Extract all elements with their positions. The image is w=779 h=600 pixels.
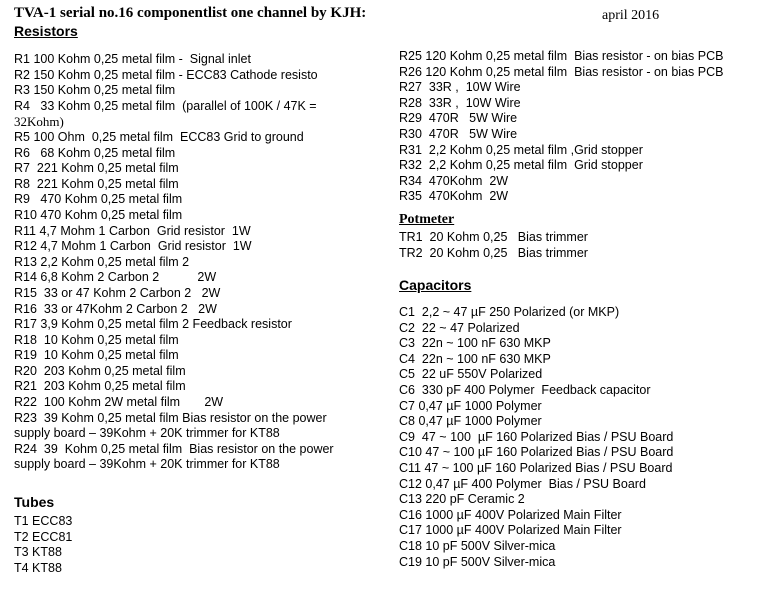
list-item: R31 2,2 Kohm 0,25 metal film ,Grid stopper: [399, 142, 643, 157]
list-item: C5 22 uF 550V Polarized: [399, 367, 543, 382]
list-item: R10 470 Kohm 0,25 metal film: [14, 207, 183, 222]
list-item: R23 39 Kohm 0,25 metal film Bias resistor on the power: [14, 410, 327, 425]
list-item: R3 150 Kohm 0,25 metal film: [14, 83, 176, 98]
list-item: C16 1000 µF 400V Polarized Main Filter: [399, 507, 622, 522]
list-item: R28 33R , 10W Wire: [399, 95, 521, 110]
list-item: C19 10 pF 500V Silver-mica: [399, 554, 556, 569]
list-item: T2 ECC81: [14, 529, 73, 544]
list-item: R21 203 Kohm 0,25 metal film: [14, 379, 186, 394]
capacitors-heading: Capacitors: [399, 277, 472, 293]
list-item: R22 100 Kohm 2W metal film 2W: [14, 395, 224, 410]
list-item: C2 22 ~ 47 Polarized: [399, 320, 520, 335]
list-item: R8 221 Kohm 0,25 metal film: [14, 176, 179, 191]
list-item: R4 33 Kohm 0,25 metal film (parallel of 100K / 47K =: [14, 98, 317, 113]
document-date: april 2016: [602, 8, 660, 23]
list-item: R25 120 Kohm 0,25 metal film Bias resistor - on bias PCB: [399, 49, 724, 63]
document-title: TVA-1 serial no.16 componentlist one channel by KJH:: [14, 5, 367, 21]
list-item: C1 2,2 ~ 47 µF 250 Polarized (or MKP): [399, 305, 620, 319]
list-item: C3 22n ~ 100 nF 630 MKP: [399, 336, 551, 351]
resistors-heading: Resistors: [14, 23, 78, 39]
list-item: R20 203 Kohm 0,25 metal film: [14, 363, 186, 378]
potmeter-list: [399, 230, 588, 261]
list-item: C12 0,47 µF 400 Polymer Bias / PSU Board: [399, 476, 646, 491]
list-item: C10 47 ~ 100 µF 160 Polarized Bias / PSU Board: [399, 445, 674, 460]
potmeter-heading: Potmeter: [399, 212, 455, 227]
list-item: R32 2,2 Kohm 0,25 metal film Grid stopper: [399, 158, 643, 173]
list-item: R15 33 or 47 Kohm 2 Carbon 2 2W: [14, 285, 221, 300]
list-item: T1 ECC83: [14, 514, 73, 528]
tubes-heading: Tubes: [14, 494, 55, 510]
list-item: R26 120 Kohm 0,25 metal film Bias resistor - on bias PCB: [399, 64, 724, 79]
list-item: R2 150 Kohm 0,25 metal film - ECC83 Cathode resisto: [14, 67, 318, 82]
list-item: R5 100 Ohm 0,25 metal film ECC83 Grid to ground: [14, 129, 304, 144]
list-item: R29 470R 5W Wire: [399, 111, 518, 126]
list-item: R7 221 Kohm 0,25 metal film: [14, 161, 179, 176]
list-item: C17 1000 µF 400V Polarized Main Filter: [399, 523, 622, 538]
resistor-list-left: [14, 52, 334, 473]
list-item: R1 100 Kohm 0,25 metal film - Signal inlet: [14, 52, 251, 66]
list-item: R24 39 Kohm 0,25 metal film Bias resistor on the power: [14, 441, 334, 456]
list-item: R14 6,8 Kohm 2 Carbon 2 2W: [14, 270, 217, 285]
list-item: R30 470R 5W Wire: [399, 126, 518, 141]
list-item: R27 33R , 10W Wire: [399, 80, 521, 95]
list-item: R13 2,2 Kohm 0,25 metal film 2: [14, 254, 190, 269]
list-item: R17 3,9 Kohm 0,25 metal film 2 Feedback resistor: [14, 317, 292, 332]
resistor-list-right: [399, 49, 723, 205]
list-item: R11 4,7 Mohm 1 Carbon Grid resistor 1W: [14, 223, 251, 238]
list-item: supply board – 39Kohm + 20K trimmer for KT88: [14, 457, 280, 472]
tube-list: [14, 514, 72, 576]
list-item: C13 220 pF Ceramic 2: [399, 492, 525, 507]
list-item: R16 33 or 47Kohm 2 Carbon 2 2W: [14, 301, 217, 316]
list-item: R12 4,7 Mohm 1 Carbon Grid resistor 1W: [14, 239, 252, 254]
list-item: C18 10 pF 500V Silver-mica: [399, 538, 556, 553]
list-item: R18 10 Kohm 0,25 metal film: [14, 332, 179, 347]
list-item: C9 47 ~ 100 µF 160 Polarized Bias / PSU Board: [399, 429, 674, 444]
list-item: R9 470 Kohm 0,25 metal film: [14, 192, 183, 207]
list-item: R19 10 Kohm 0,25 metal film: [14, 348, 179, 363]
list-item: T4 KT88: [14, 560, 62, 575]
list-item: C4 22n ~ 100 nF 630 MKP: [399, 351, 551, 366]
list-item: T3 KT88: [14, 545, 62, 560]
list-item: C6 330 pF 400 Polymer Feedback capacitor: [399, 382, 651, 397]
list-item: C8 0,47 µF 1000 Polymer: [399, 414, 542, 429]
list-item: C11 47 ~ 100 µF 160 Polarized Bias / PSU Board: [399, 460, 673, 475]
list-item: TR2 20 Kohm 0,25 Bias trimmer: [399, 245, 588, 260]
list-item: R6 68 Kohm 0,25 metal film: [14, 145, 176, 160]
list-item: TR1 20 Kohm 0,25 Bias trimmer: [399, 230, 588, 244]
capacitor-list: [399, 305, 673, 570]
list-item: R34 470Kohm 2W: [399, 173, 509, 188]
list-item: C7 0,47 µF 1000 Polymer: [399, 398, 542, 413]
list-item: 32Kohm): [14, 114, 64, 130]
list-item: R35 470Kohm 2W: [399, 189, 509, 204]
list-item: supply board – 39Kohm + 20K trimmer for KT88: [14, 426, 280, 441]
